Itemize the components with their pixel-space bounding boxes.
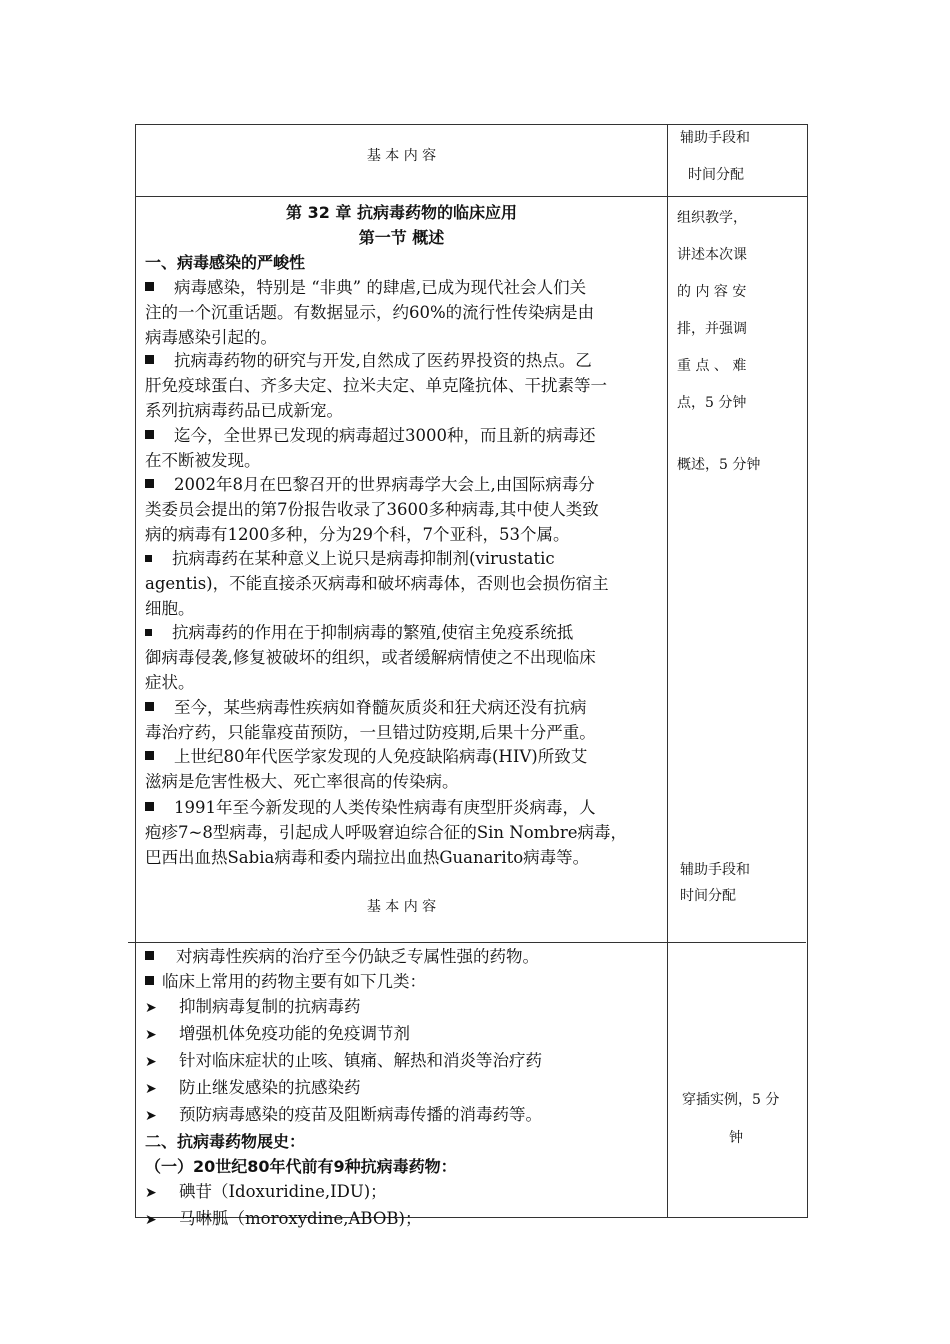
square-bullet-icon — [145, 479, 154, 488]
arrow-bullet-icon: ➤ — [145, 1054, 157, 1070]
heading-pre80s: （一）20世纪80年代前有9种抗病毒药物： — [145, 1157, 457, 1176]
para-2: 抗病毒药物的研究与开发,自然成了医药界投资的热点。乙 肝免疫球蛋白、齐多夫定、拉米夫定、单克隆抗体、干扰素等一 系列抗病毒药品已成新宠。 — [145, 351, 607, 420]
list-item: ➤ 抑制病毒复制的抗病毒药 — [145, 994, 542, 1021]
para-8: 上世纪80年代医学家发现的人免疫缺陷病毒(HIV)所致艾 滋病是危害性极大、死亡率很高的传染病。 — [145, 747, 588, 791]
square-bullet-icon — [145, 802, 154, 811]
square-bullet-icon — [145, 976, 154, 985]
list-item: ➤ 防止继发感染的抗感染药 — [145, 1075, 542, 1102]
heading-severity: 一、病毒感染的严峻性 — [145, 253, 306, 272]
side-note-1: 组织教学， 讲述本次课 的 内 容 安 排，并强调 重 点 、 难 点，5 分钟 — [677, 210, 747, 411]
square-bullet-icon — [145, 951, 154, 960]
square-bullet-icon — [145, 355, 154, 364]
section2-list — [145, 944, 542, 1233]
list-item: 对病毒性疾病的治疗至今仍缺乏专属性强的药物。 — [145, 944, 542, 969]
table-left-border — [135, 124, 136, 1218]
header-content-label: 基 本 内 容 — [366, 148, 437, 164]
arrow-bullet-icon: ➤ — [145, 1108, 157, 1124]
list-item: ➤ 针对临床症状的止咳、镇痛、解热和消炎等治疗药 — [145, 1048, 542, 1075]
chapter-title: 第 32 章 抗病毒药物的临床应用 — [286, 203, 517, 222]
arrow-bullet-icon: ➤ — [145, 1000, 157, 1016]
para-5: 抗病毒药在某种意义上说只是病毒抑制剂(virustatic agentis)，不能直接杀灭病毒和破坏病毒体，否则也会损伤宿主 细胞。 — [145, 549, 609, 618]
square-bullet-icon — [145, 629, 152, 636]
list-item: ➤ 增强机体免疫功能的免疫调节剂 — [145, 1021, 542, 1048]
square-bullet-icon — [145, 555, 152, 562]
table-right-border — [807, 124, 808, 1218]
para-3: 迄今，全世界已发现的病毒超过3000种，而且新的病毒还 在不断被发现。 — [145, 426, 596, 470]
side-note-2: 概述，5 分钟 — [677, 457, 761, 473]
list-item: 临床上常用的药物主要有如下几类： — [145, 969, 542, 994]
para-7: 至今，某些病毒性疾病如脊髓灰质炎和狂犬病还没有抗病 毒治疗药，只能靠疫苗预防，一旦错过防疫期,后果十分严重。 — [145, 698, 596, 742]
side-note-3-line2: 钟 — [729, 1130, 743, 1146]
table-column-divider — [667, 124, 668, 1218]
arrow-bullet-icon: ➤ — [145, 1081, 157, 1097]
arrow-bullet-icon: ➤ — [145, 1212, 157, 1228]
table-header-divider — [135, 196, 808, 197]
para-9: 1991年至今新发现的人类传染性病毒有庚型肝炎病毒，人 疱疹7~8型病毒，引起成人呼吸窘迫综合征的Sin Nombre病毒， 巴西出血热Sabia病毒和委内瑞拉出血热Guanarito病毒等。 — [145, 798, 628, 867]
header-aux-line2: 时间分配 — [688, 167, 744, 183]
square-bullet-icon — [145, 751, 154, 760]
para-1: 病毒感染，特别是 “非典” 的肆虐,已成为现代社会人们关 注的一个沉重话题。有数据显示，约60%的流行性传染病是由 病毒感染引起的。 — [145, 278, 595, 347]
section-title: 第一节 概述 — [358, 228, 445, 247]
heading-history: 二、抗病毒药物展史： — [145, 1132, 306, 1151]
second-header-content-label: 基 本 内 容 — [366, 899, 437, 915]
arrow-bullet-icon: ➤ — [145, 1027, 157, 1043]
square-bullet-icon — [145, 282, 154, 291]
square-bullet-icon — [145, 430, 154, 439]
table-top-border — [135, 124, 808, 125]
para-4: 2002年8月在巴黎召开的世界病毒学大会上,由国际病毒分 类委员会提出的第7份报告收录了3600多种病毒,其中使人类致 病的病毒有1200多种，分为29个科，7个亚科，53个属。 — [145, 475, 599, 544]
second-header-aux-line1: 辅助手段和 — [680, 862, 750, 878]
square-bullet-icon — [145, 702, 154, 711]
arrow-bullet-icon: ➤ — [145, 1185, 157, 1201]
table-mid-divider — [128, 942, 806, 943]
side-note-3-line1: 穿插实例，5 分 — [682, 1092, 780, 1108]
list-item: ➤ 碘苷（Idoxuridine,IDU)； — [145, 1179, 542, 1206]
para-6: 抗病毒药的作用在于抑制病毒的繁殖,使宿主免疫系统抵 御病毒侵袭,修复被破坏的组织，或者缓解病情使之不出现临床 症状。 — [145, 623, 596, 692]
header-aux-line1: 辅助手段和 — [680, 130, 750, 146]
list-item: ➤ 马啉胍（moroxydine,ABOB)； — [145, 1206, 542, 1233]
second-header-aux-line2: 时间分配 — [680, 888, 736, 904]
list-item: ➤ 预防病毒感染的疫苗及阻断病毒传播的消毒药等。 — [145, 1102, 542, 1129]
